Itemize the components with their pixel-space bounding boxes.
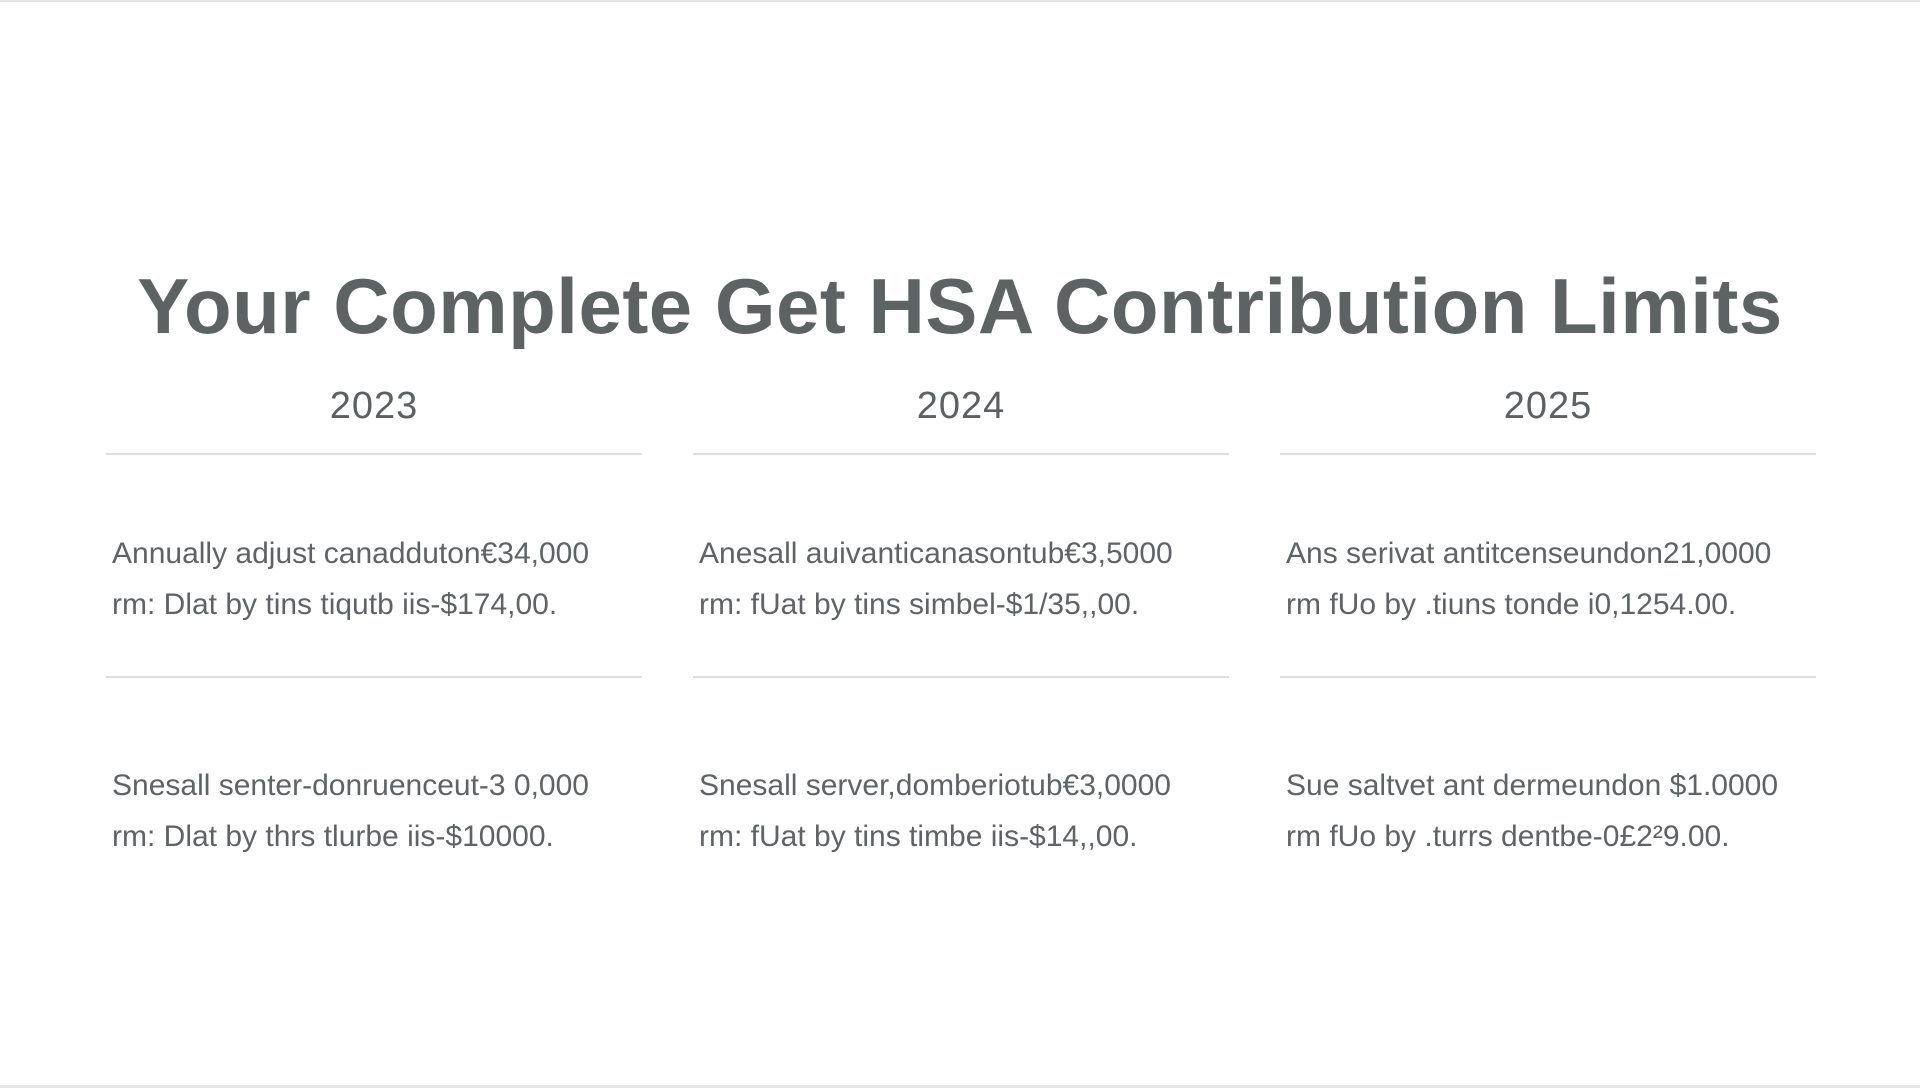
divider xyxy=(693,676,1229,678)
entry-line: rm: fUat by tins timbe iis-$14,,00. xyxy=(699,820,1138,853)
column-year-heading: 2024 xyxy=(916,385,1006,427)
entry-line: Snesall senter-donruenceut-3 0,000 xyxy=(112,769,589,802)
top-border xyxy=(0,0,1920,2)
entry-line: rm: fUat by tins simbel-$1/35,,00. xyxy=(699,588,1140,621)
page-title: Your Complete Get HSA Contribution Limits xyxy=(137,262,1783,350)
column-year-heading: 2023 xyxy=(329,385,419,427)
column-2025 xyxy=(1280,380,1816,860)
limit-entry xyxy=(112,528,652,630)
divider xyxy=(106,676,642,678)
entry-line: Ans serivat antitcenseundon21,0000 xyxy=(1286,537,1772,570)
limit-entry xyxy=(699,528,1239,630)
divider xyxy=(106,453,642,455)
entry-line: Annually adjust canadduton€34,000 xyxy=(112,537,590,570)
entry-line: rm fUo by .turrs dentbe-0£2²9.00. xyxy=(1286,820,1730,853)
entry-line: rm: Dlat by thrs tlurbe iis-$10000. xyxy=(112,820,554,853)
limit-entry xyxy=(112,760,652,862)
divider xyxy=(693,453,1229,455)
entry-line: rm fUo by .tiuns tonde i0,1254.00. xyxy=(1286,588,1737,621)
entry-line: Anesall auivanticanasontub€3,5000 xyxy=(699,537,1173,570)
entry-line: Snesall server,domberiotub€3,0000 xyxy=(699,769,1171,802)
limit-entry xyxy=(1286,528,1826,630)
limit-entry xyxy=(1286,760,1826,862)
entry-line: rm: Dlat by tins tiqutb iis-$174,00. xyxy=(112,588,558,621)
column-2024 xyxy=(693,380,1229,860)
column-year-heading: 2025 xyxy=(1503,385,1593,427)
divider xyxy=(1280,676,1816,678)
column-2023 xyxy=(106,380,642,860)
entry-line: Sue saltvet ant dermeundon $1.0000 xyxy=(1286,769,1779,802)
divider xyxy=(1280,453,1816,455)
limit-entry xyxy=(699,760,1239,862)
